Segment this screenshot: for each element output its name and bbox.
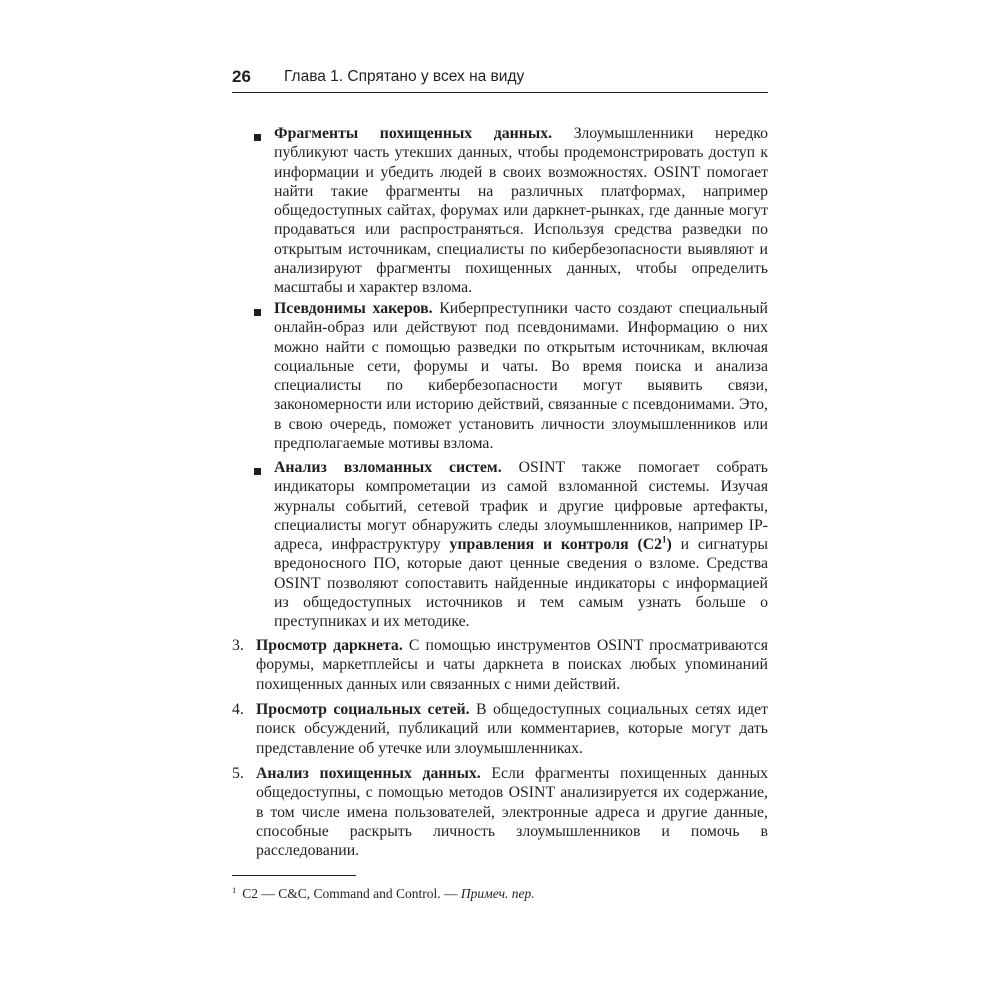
item-text: В общедоступных социальных сетях идет поиск обсуждений, публикаций или комментариев, которые могут дать представление об утечке или злоумышленниках. bbox=[256, 701, 768, 757]
list-item-stolen-data-analysis bbox=[256, 764, 768, 860]
bullet-marker bbox=[254, 134, 261, 141]
page-header bbox=[232, 66, 768, 93]
footnote-mark: 1 bbox=[232, 884, 237, 895]
item-text: С помощью инструментов OSINT просматриваются форумы, маркетплейсы и чаты даркнета в поисках любых упоминаний похищенных данных или связанных с ними действий. bbox=[256, 637, 768, 693]
translator-note: Примеч. пер. bbox=[460, 886, 535, 901]
footnote-text: C2 — C&C, Command and Control. — bbox=[242, 886, 461, 901]
footnote bbox=[232, 885, 768, 902]
item-text: и сигнатуры вредоносного ПО, которые дают ценные сведения о взломе. Средства OSINT позволяют сопоставить найденные индикаторы с информацией из общедоступных источников и тем самым узнать больше о преступниках и их методике. bbox=[274, 536, 768, 631]
item-number: 5. bbox=[232, 765, 244, 782]
item-term: Фрагменты похищенных данных. bbox=[274, 125, 553, 142]
running-head: Глава 1. Спрятано у всех на виду bbox=[284, 68, 525, 85]
bullet-marker bbox=[254, 309, 261, 316]
item-term: Просмотр даркнета. bbox=[256, 637, 403, 654]
footnote-divider bbox=[232, 875, 356, 876]
item-term: Просмотр социальных сетей. bbox=[256, 701, 470, 718]
list-item-social-networks bbox=[256, 700, 768, 758]
bullet-marker bbox=[254, 468, 261, 475]
item-text: OSINT также помогает собрать индикаторы компрометации из самой взломанной системы. Изучая журналы событий, сетевой трафик и другие цифровые артефакты, специалисты могут обнаружить следы злоумышленников, например IP-адреса, инфраструктуру bbox=[274, 459, 768, 554]
bold-phrase: управления и контроля $(C2^1)$ bbox=[449, 534, 672, 554]
page-number: 26 bbox=[232, 67, 251, 86]
list-item-hacker-aliases bbox=[274, 299, 768, 453]
item-number: 4. bbox=[232, 701, 244, 718]
item-text: Киберпреступники часто создают специальный онлайн-образ или действуют под псевдонимами. Информацию о них можно найти с помощью разведки по открытым источникам, включая социальные сети, форумы и чаты. Во время поиска и анализа специалисты по кибербезопасности могут выявить связи, закономерности или историю действий, связанные с псевдонимами. Это, в свою очередь, поможет установить личности злоумышленников или предполагаемые мотивы взлома. bbox=[274, 300, 768, 453]
item-text: Если фрагменты похищенных данных общедоступны, с помощью методов OSINT анализируется их содержание, в том числе имена пользователей, электронные адреса и другие данные, способные раскрыть личность злоумышленников и помочь в расследовании. bbox=[256, 765, 768, 860]
list-item-darknet bbox=[256, 636, 768, 694]
item-number: 3. bbox=[232, 637, 244, 654]
list-item-stolen-fragments bbox=[274, 124, 768, 298]
item-text: Злоумышленники нередко публикуют часть утекших данных, чтобы продемонстрировать доступ к информации и убедить людей в своих возможностях. OSINT помогает найти такие фрагменты на различных платформах, например общедоступных сайтах, форумах или даркнет-рынках, где данные могут продаваться или распространяться. Используя средства разведки по открытым источникам, специалисты по кибербезопасности выявляют и анализируют фрагменты похищенных данных, чтобы определить масштабы и характер взлома. bbox=[274, 125, 769, 297]
list-item-compromised-systems bbox=[274, 458, 768, 632]
item-term: Псевдонимы хакеров. bbox=[274, 300, 433, 317]
footnote-ref: 1 bbox=[662, 534, 667, 545]
item-term: Анализ взломанных систем. bbox=[274, 459, 502, 476]
item-term: Анализ похищенных данных. bbox=[256, 765, 481, 782]
